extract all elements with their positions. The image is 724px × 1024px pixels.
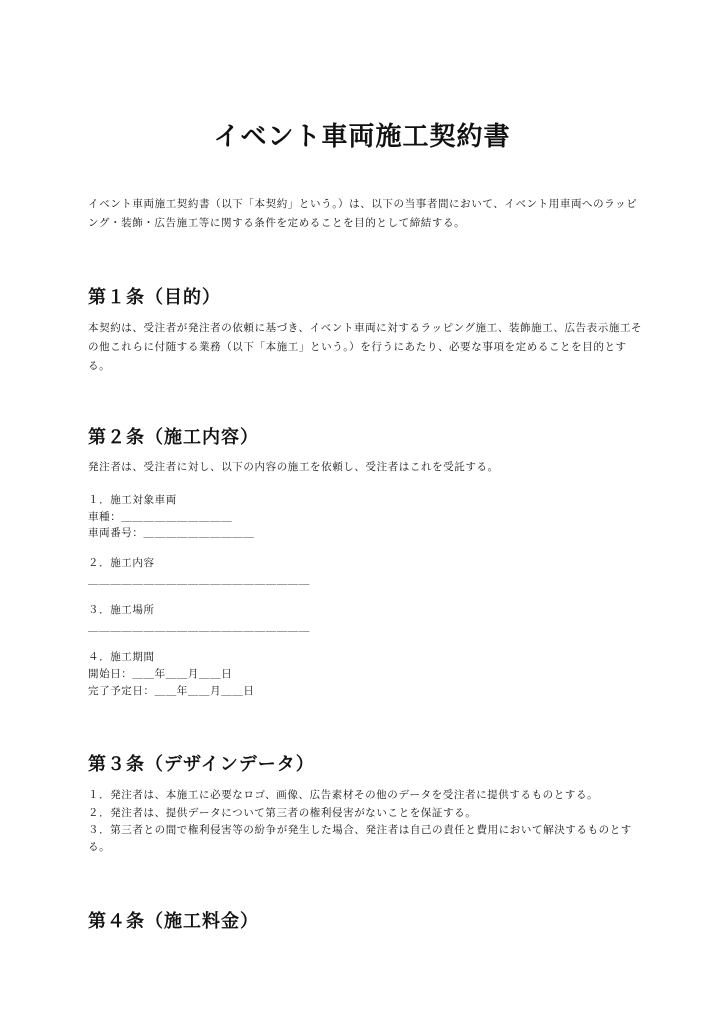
article-2-heading: 第２条（施工内容） [88, 427, 259, 448]
article-3-clause-3: ３．第三者との間で権利侵害等の紛争が発生した場合、発注者は自己の責任と費用において解決するものとする。 [88, 824, 632, 853]
item-3-blank: ＿＿＿＿＿＿＿＿＿＿＿＿＿＿＿＿＿＿＿＿ [88, 621, 310, 633]
item-2-title: ２．施工内容 [88, 557, 155, 569]
vehicle-number-field: 車両番号：＿＿＿＿＿＿＿＿＿＿ [88, 527, 255, 539]
article-2-body: 発注者は、受注者に対し、以下の内容の施工を依頼し、受注者はこれを受託する。 [88, 461, 499, 473]
item-1-title: １．施工対象車両 [88, 494, 177, 506]
item-3-title: ３．施工場所 [88, 604, 155, 616]
article-1-heading: 第１条（目的） [88, 287, 221, 308]
item-4-title: ４．施工期間 [88, 651, 155, 663]
end-date-field: 完了予定日：＿＿年＿＿月＿＿日 [88, 685, 255, 697]
article-3-heading: 第３条（デザインデータ） [88, 754, 315, 775]
article-3-clause-2: ２．発注者は、提供データについて第三者の権利侵害がないことを保証する。 [88, 807, 477, 819]
start-date-field: 開始日：＿＿年＿＿月＿＿日 [88, 668, 233, 680]
article-1-body: 本契約は、受注者が発注者の依頼に基づき、イベント車両に対するラッピング施工、装飾施工、広告表示施工その他これらに付随する業務（以下「本施工」という。）を行うにあたり、必要な事項を定めることを目的とする。 [88, 322, 643, 372]
vehicle-type-field: 車種：＿＿＿＿＿＿＿＿＿＿ [88, 511, 233, 523]
article-4-heading: 第４条（施工料金） [88, 911, 259, 932]
item-2-blank: ＿＿＿＿＿＿＿＿＿＿＿＿＿＿＿＿＿＿＿＿ [88, 574, 310, 586]
article-3-clause-1: １．発注者は、本施工に必要なロゴ、画像、広告素材その他のデータを受注者に提供するものとする。 [88, 789, 599, 801]
document-title: イベント車両施工契約書 [213, 122, 511, 152]
intro-paragraph: イベント車両施工契約書（以下「本契約」という。）は、以下の当事者間において、イベント用車両へのラッピング・装飾・広告施工等に関する条件を定めることを目的として締結する。 [88, 198, 638, 229]
